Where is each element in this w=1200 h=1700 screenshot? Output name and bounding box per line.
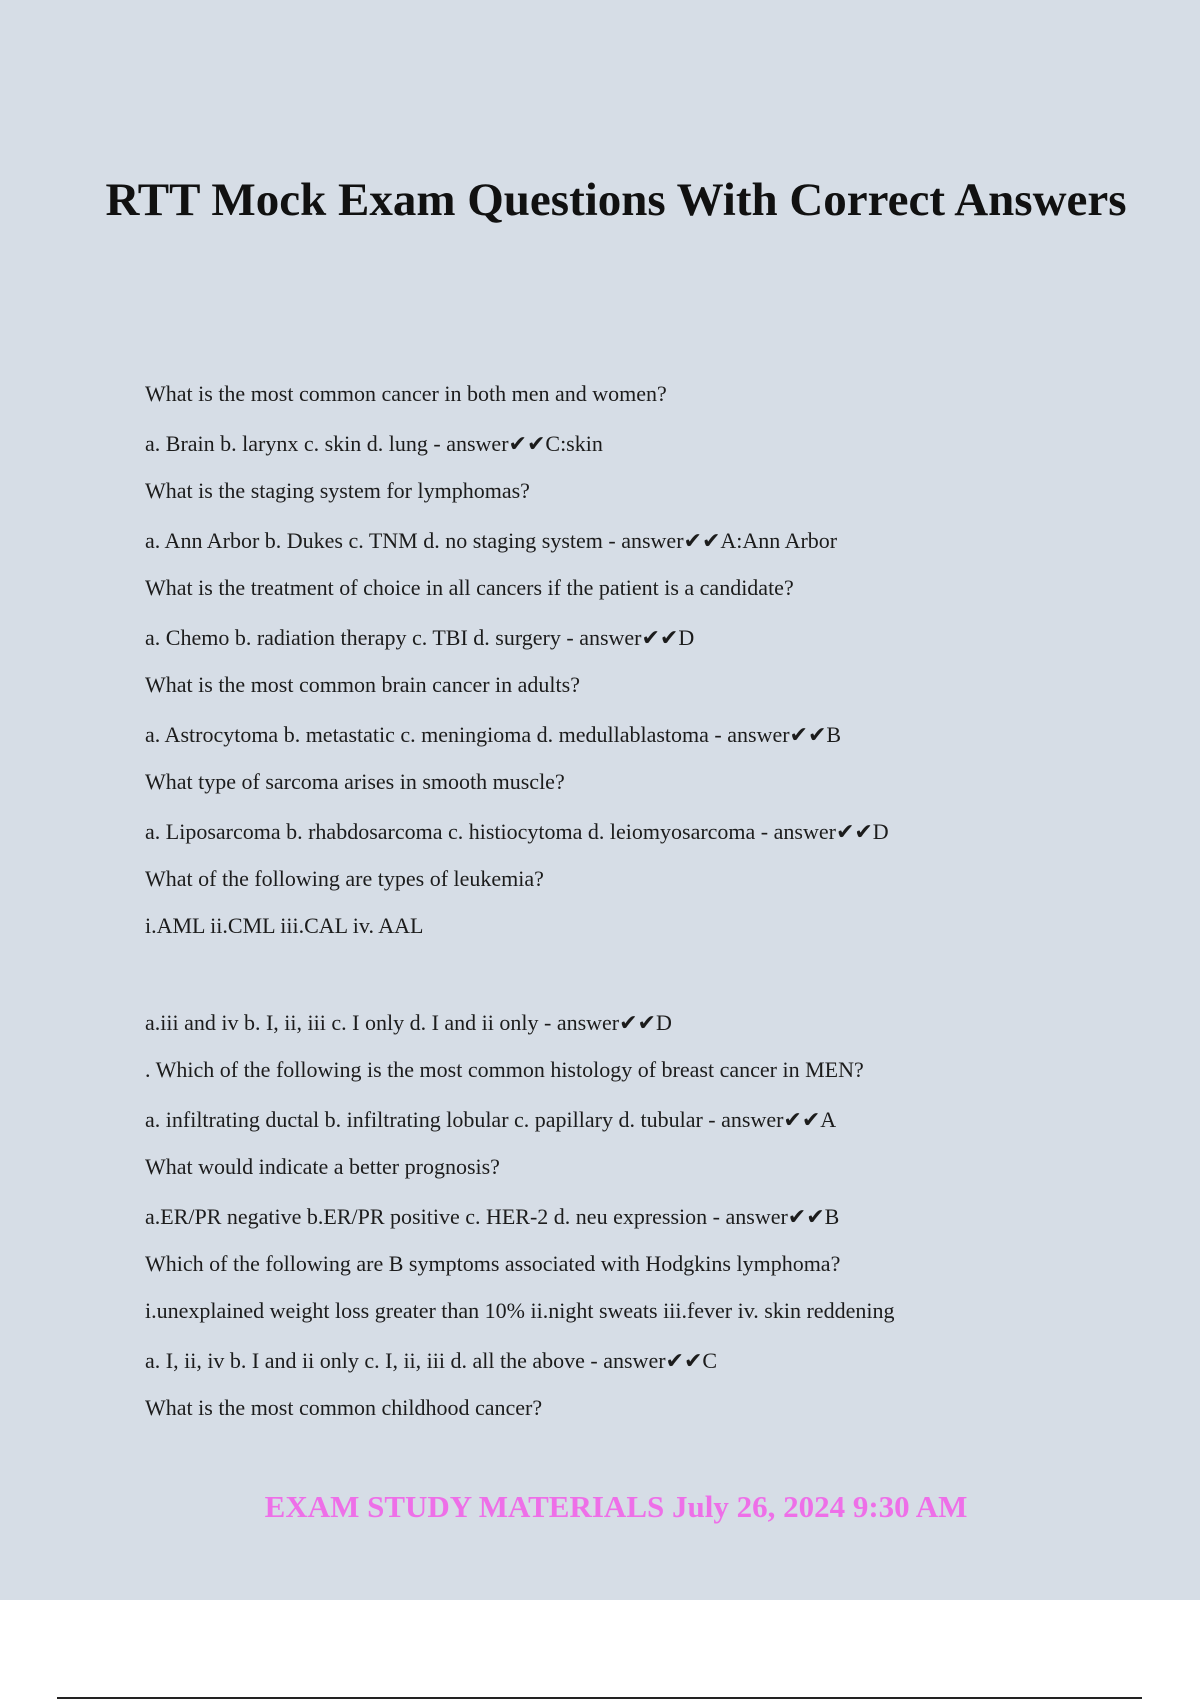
question-line: What is the most common cancer in both men and women? — [145, 381, 667, 406]
answer-line: a.iii and iv b. I, ii, iii c. I only d. I and ii only - answer✔✔D — [145, 1010, 672, 1035]
question-line: What is the most common childhood cancer? — [145, 1395, 543, 1420]
question-list — [145, 380, 1145, 1422]
question-line: What of the following are types of leukemia? — [145, 866, 544, 891]
answer-line: a. Ann Arbor b. Dukes c. TNM d. no staging system - answer✔✔A:Ann Arbor — [145, 528, 838, 553]
question-line: . Which of the following is the most common histology of breast cancer in MEN? — [145, 1057, 864, 1082]
answer-line: a. I, ii, iv b. I and ii only c. I, ii, iii d. all the above - answer✔✔C — [145, 1348, 718, 1373]
document-title: RTT Mock Exam Questions With Correct Answers — [105, 174, 1127, 226]
answer-line: a.ER/PR negative b.ER/PR positive c. HER-2 d. neu expression - answer✔✔B — [145, 1204, 840, 1229]
answer-line: a. Astrocytoma b. metastatic c. meningioma d. medullablastoma - answer✔✔B — [145, 722, 842, 747]
question-line: What is the treatment of choice in all cancers if the patient is a candidate? — [145, 575, 794, 600]
answer-line: a. Brain b. larynx c. skin d. lung - answer✔✔C:skin — [145, 431, 603, 456]
bottom-divider — [57, 1697, 1142, 1699]
question-line: What would indicate a better prognosis? — [145, 1154, 500, 1179]
answer-line: a. Liposarcoma b. rhabdosarcoma c. histiocytoma d. leiomyosarcoma - answer✔✔D — [145, 819, 889, 844]
option-line: i.unexplained weight loss greater than 10% ii.night sweats iii.fever iv. skin reddening — [145, 1298, 895, 1323]
option-line: i.AML ii.CML iii.CAL iv. AAL — [145, 913, 424, 938]
question-line: Which of the following are B symptoms associated with Hodgkins lymphoma? — [145, 1251, 841, 1276]
exam-materials-stamp: EXAM STUDY MATERIALS July 26, 2024 9:30 AM — [264, 1489, 968, 1524]
answer-line: a. infiltrating ductal b. infiltrating lobular c. papillary d. tubular - answer✔✔A — [145, 1107, 837, 1132]
question-line: What is the staging system for lymphomas? — [145, 478, 530, 503]
question-line: What is the most common brain cancer in adults? — [145, 672, 580, 697]
answer-line: a. Chemo b. radiation therapy c. TBI d. surgery - answer✔✔D — [145, 625, 695, 650]
question-line: What type of sarcoma arises in smooth muscle? — [145, 769, 565, 794]
